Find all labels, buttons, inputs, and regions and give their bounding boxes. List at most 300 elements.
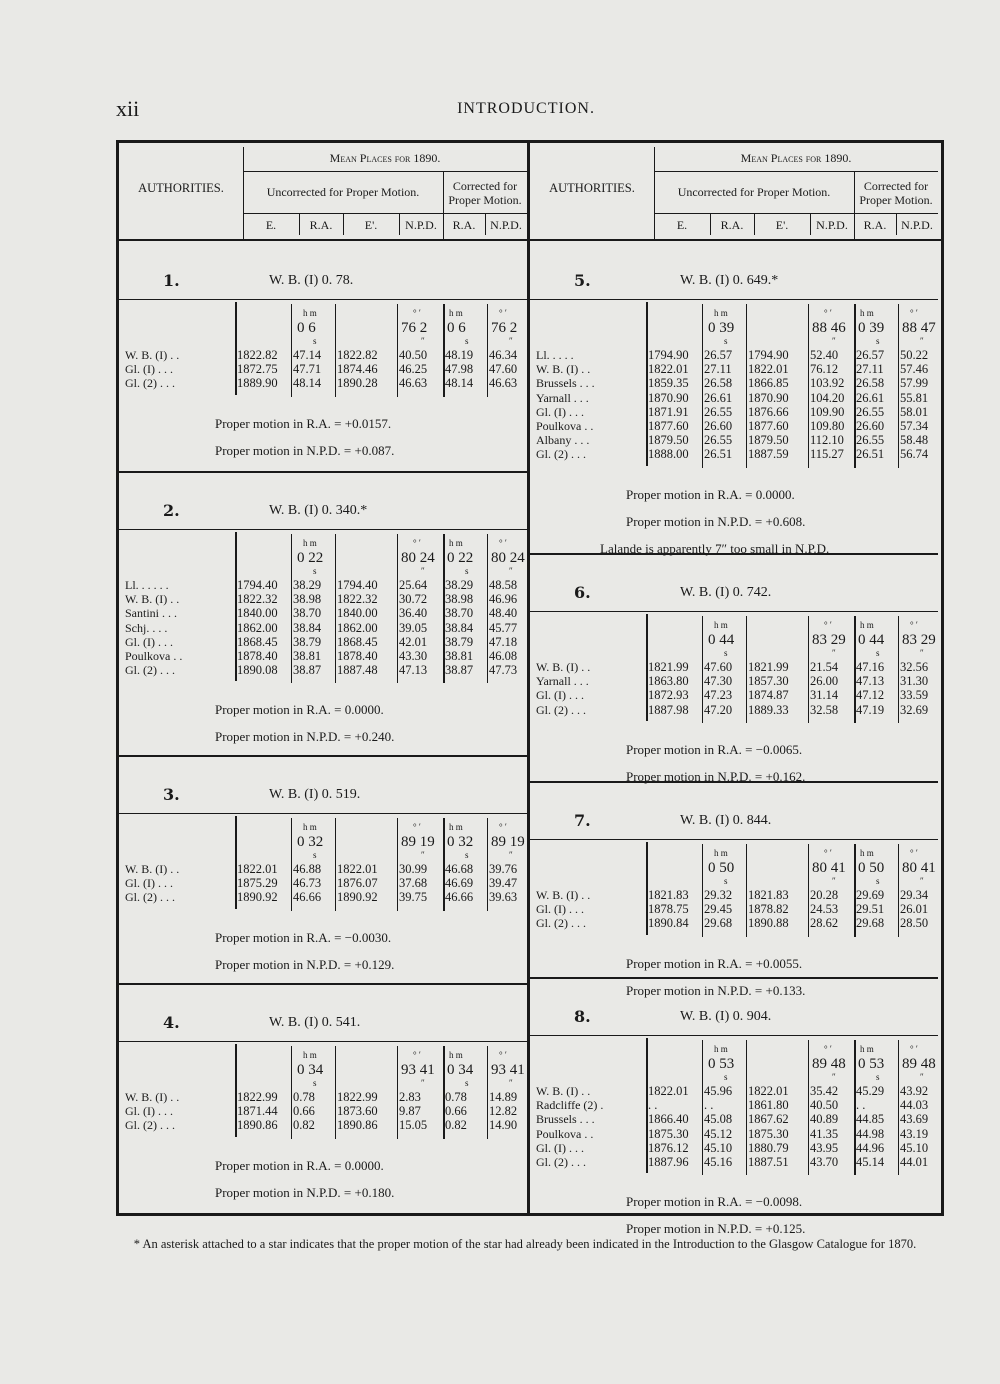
cell-cnpd: 32.56 xyxy=(900,660,929,674)
ra-base: 0 6 xyxy=(297,320,316,336)
proper-motion-npd: Proper motion in N.P.D. = +0.087. xyxy=(215,442,395,458)
table-divider xyxy=(898,1040,899,1175)
star-number: 1. xyxy=(163,271,180,290)
star-block-7 xyxy=(530,783,938,998)
cell-e2: 1876.07 xyxy=(337,876,378,891)
corrected-ra-base: 0 39 xyxy=(858,320,885,336)
authority-name: Brussels . . . xyxy=(536,376,595,391)
observation-table xyxy=(119,1041,527,1141)
cell-npd: 104.20 xyxy=(810,390,845,405)
cell-cra: 47.13 xyxy=(856,674,885,689)
corrected-ra-base: 0 50 xyxy=(858,860,885,876)
npd-base: 80 41 xyxy=(812,860,846,876)
cell-cra: 38.70 xyxy=(445,606,474,621)
page-number: xii xyxy=(116,96,140,121)
cell-e2: 1822.01 xyxy=(748,1084,789,1098)
cell-e2: 1862.00 xyxy=(337,620,378,635)
cell-ra: 26.55 xyxy=(704,404,733,419)
cell-e: 1822.82 xyxy=(237,348,278,362)
sub-header-5: N.P.D. xyxy=(901,218,933,232)
authority-name: Gl. (I) . . . xyxy=(125,1104,173,1119)
cell-cra: 47.12 xyxy=(856,688,885,703)
cell-cnpd: 47.73 xyxy=(489,663,518,678)
npd-base: 89 48 xyxy=(812,1056,846,1072)
cell-e2: 1857.30 xyxy=(748,674,789,689)
cra-unit-hm: h m xyxy=(449,538,463,548)
cell-e: 1876.12 xyxy=(648,1140,689,1155)
cell-cra: 44.98 xyxy=(856,1126,885,1141)
cell-npd: 43.30 xyxy=(399,649,428,663)
corrected-npd-base: 88 47 xyxy=(902,320,936,336)
cell-ra: 45.08 xyxy=(704,1112,733,1127)
authority-name: Schj. . . . xyxy=(125,620,168,635)
table-divider xyxy=(397,818,398,911)
cell-ra: 47.71 xyxy=(293,362,322,377)
cell-cnpd: 55.81 xyxy=(900,390,929,405)
cell-ra: 26.57 xyxy=(704,348,733,362)
sub-header-2: E'. xyxy=(364,218,378,232)
cell-cra: 44.96 xyxy=(856,1140,885,1155)
proper-motion-ra: Proper motion in R.A. = 0.0000. xyxy=(626,486,795,502)
footnote: * An asterisk attached to a star indicates that the proper motion of the star had already been indicated in the Introduction to the Glasgow Catalogue for 1870. xyxy=(133,1237,917,1251)
cell-ra: 38.98 xyxy=(293,592,322,607)
cell-e: 1890.92 xyxy=(237,890,278,905)
corrected-ra-base: 0 53 xyxy=(858,1056,885,1072)
cell-cnpd: 28.50 xyxy=(900,916,929,931)
column-header-left xyxy=(119,143,527,239)
cell-ra: 47.30 xyxy=(704,674,733,689)
cra-unit-hm: h m xyxy=(860,1044,874,1054)
sub-header-0: E. xyxy=(265,218,277,232)
proper-motion-npd: Proper motion in N.P.D. = +0.125. xyxy=(626,1221,806,1237)
cell-cra: 26.58 xyxy=(856,376,885,391)
cell-cra: 38.29 xyxy=(445,578,474,592)
sub-header-1: R.A. xyxy=(720,218,744,232)
authority-name: Gl. (I) . . . xyxy=(125,634,173,649)
cell-cnpd: 12.82 xyxy=(489,1104,518,1119)
cell-cnpd: 44.03 xyxy=(900,1098,929,1113)
cell-cra: 45.29 xyxy=(856,1084,885,1098)
cell-ra: 47.23 xyxy=(704,688,733,703)
authority-name: Gl. (I) . . . xyxy=(125,362,173,377)
star-designation: W. B. (I) 0. 649.* xyxy=(680,273,779,288)
cell-cnpd: 48.58 xyxy=(489,578,518,592)
table-divider xyxy=(291,304,292,397)
cell-npd: 24.53 xyxy=(810,902,839,917)
cell-ra: 38.29 xyxy=(293,578,322,592)
cell-cra: . . xyxy=(856,1098,866,1113)
cell-e: 1871.91 xyxy=(648,404,689,419)
cell-cra: 0.78 xyxy=(445,1090,467,1104)
corrected-ra-base: 0 34 xyxy=(447,1062,474,1078)
cell-e: 1863.80 xyxy=(648,674,689,689)
cell-e2: 1794.90 xyxy=(748,348,789,362)
cell-cnpd: 32.69 xyxy=(900,702,929,717)
table-divider xyxy=(487,1046,488,1139)
authority-name: Gl. (I) . . . xyxy=(125,876,173,891)
cnpd-unit-sec: ″ xyxy=(920,876,924,886)
cell-e: 1868.45 xyxy=(237,634,278,649)
star-block-3 xyxy=(119,757,527,983)
npd-unit-deg: ° ′ xyxy=(413,1050,421,1060)
sub-header-3: N.P.D. xyxy=(816,218,848,232)
star-designation: W. B. (I) 0. 519. xyxy=(269,787,361,802)
cell-cra: 47.19 xyxy=(856,702,885,717)
table-divider xyxy=(291,1046,292,1139)
authority-name: Gl. (2) . . . xyxy=(536,447,586,462)
cnpd-unit-sec: ″ xyxy=(920,648,924,658)
authority-name: W. B. (I) . . xyxy=(536,1084,591,1098)
cell-npd: 42.01 xyxy=(399,634,428,649)
cell-e: 1822.01 xyxy=(648,1084,689,1098)
corrected-ra-base: 0 22 xyxy=(447,550,474,566)
npd-base: 88 46 xyxy=(812,320,846,336)
cnpd-unit-deg: ° ′ xyxy=(499,308,507,318)
cell-cra: 46.66 xyxy=(445,890,474,905)
cell-cra: 46.69 xyxy=(445,876,474,891)
cell-e2: 1822.99 xyxy=(337,1090,378,1104)
authority-name: Gl. (2) . . . xyxy=(536,916,586,931)
cell-e: 1879.50 xyxy=(648,433,689,448)
cell-cnpd: 39.63 xyxy=(489,890,518,905)
cell-e2: 1822.01 xyxy=(748,362,789,377)
ra-unit-hm: h m xyxy=(714,308,728,318)
cell-cra: 47.16 xyxy=(856,660,885,674)
corrected-npd-base: 80 24 xyxy=(491,550,525,566)
authority-name: W. B. (I) . . xyxy=(125,348,180,362)
proper-motion-ra: Proper motion in R.A. = +0.0055. xyxy=(626,955,803,971)
table-divider xyxy=(746,844,747,937)
cell-cnpd: 14.89 xyxy=(489,1090,518,1104)
cra-unit-hm: h m xyxy=(449,1050,463,1060)
table-divider xyxy=(746,1040,747,1175)
cra-unit-hm: h m xyxy=(449,822,463,832)
cell-e2: 1873.60 xyxy=(337,1104,378,1119)
proper-motion-npd: Proper motion in N.P.D. = +0.133. xyxy=(626,982,806,998)
cell-e: 1822.99 xyxy=(237,1090,278,1104)
npd-unit-sec: ″ xyxy=(832,648,836,658)
cell-cnpd: 47.18 xyxy=(489,634,518,649)
npd-base: 89 19 xyxy=(401,834,435,850)
cra-unit-hm: h m xyxy=(860,308,874,318)
proper-motion-ra: Proper motion in R.A. = 0.0000. xyxy=(215,702,384,718)
cell-ra: 26.58 xyxy=(704,376,733,391)
cell-npd: 41.35 xyxy=(810,1126,839,1141)
cell-cnpd: 31.30 xyxy=(900,674,929,689)
table-divider xyxy=(397,534,398,683)
header-rule xyxy=(243,171,527,172)
corrected-npd-base: 83 29 xyxy=(902,632,936,648)
star-designation: W. B. (I) 0. 541. xyxy=(269,1015,361,1030)
authority-name: Radcliffe (2) . xyxy=(536,1098,604,1113)
cell-cnpd: 48.40 xyxy=(489,606,518,621)
ra-unit-hm: h m xyxy=(303,822,317,832)
table-divider xyxy=(808,616,809,723)
corrected-npd-base: 89 19 xyxy=(491,834,525,850)
npd-unit-deg: ° ′ xyxy=(824,308,832,318)
cell-ra: 0.66 xyxy=(293,1104,315,1119)
cell-ra: 26.60 xyxy=(704,419,733,433)
star-designation: W. B. (I) 0. 742. xyxy=(680,585,772,600)
authority-name: Gl. (2) . . . xyxy=(125,890,175,905)
observation-table xyxy=(530,1035,938,1177)
corrected-npd-base: 80 41 xyxy=(902,860,936,876)
proper-motion-npd: Proper motion in N.P.D. = +0.608. xyxy=(626,513,806,529)
cell-cnpd: 46.63 xyxy=(489,376,518,391)
cell-e: 1875.30 xyxy=(648,1126,689,1141)
npd-base: 83 29 xyxy=(812,632,846,648)
page-header xyxy=(116,96,936,126)
cell-e: 1887.96 xyxy=(648,1155,689,1169)
star-number: 8. xyxy=(574,1007,591,1026)
npd-base: 80 24 xyxy=(401,550,435,566)
cell-cnpd: 46.08 xyxy=(489,649,518,663)
sub-header-1: R.A. xyxy=(309,218,333,232)
cell-e2: 1875.30 xyxy=(748,1126,789,1141)
cra-unit-s: s xyxy=(465,566,469,576)
npd-unit-sec: ″ xyxy=(421,1078,425,1088)
cell-npd: 43.70 xyxy=(810,1155,839,1169)
cell-npd: 103.92 xyxy=(810,376,845,391)
cell-ra: . . xyxy=(704,1098,714,1113)
cell-ra: 46.88 xyxy=(293,862,322,876)
cell-e2: 1822.01 xyxy=(337,862,378,876)
cell-e2: 1821.83 xyxy=(748,888,789,902)
column-header-right xyxy=(530,143,938,239)
cell-e2: 1890.88 xyxy=(748,916,789,931)
cell-cra: 38.87 xyxy=(445,663,474,678)
ra-unit-s: s xyxy=(724,876,728,886)
cell-cnpd: 39.76 xyxy=(489,862,518,876)
cell-npd: 26.00 xyxy=(810,674,839,689)
cell-cra: 45.14 xyxy=(856,1155,885,1169)
cell-npd: 15.05 xyxy=(399,1118,428,1133)
cell-npd: 20.28 xyxy=(810,888,839,902)
authority-name: Gl. (2) . . . xyxy=(536,1155,586,1169)
cell-cnpd: 58.48 xyxy=(900,433,929,448)
cell-ra: 29.45 xyxy=(704,902,733,917)
proper-motion-ra: Proper motion in R.A. = −0.0098. xyxy=(626,1194,803,1210)
cell-e: 1889.90 xyxy=(237,376,278,391)
cell-cra: 48.14 xyxy=(445,376,474,391)
table-divider xyxy=(898,304,899,468)
cell-ra: 27.11 xyxy=(704,362,732,377)
authority-name: Gl. (2) . . . xyxy=(125,1118,175,1133)
cell-cra: 26.60 xyxy=(856,419,885,433)
cell-e2: 1822.82 xyxy=(337,348,378,362)
authority-name: Gl. (I) . . . xyxy=(536,902,584,917)
table-divider xyxy=(487,818,488,911)
ra-base: 0 34 xyxy=(297,1062,324,1078)
authority-name: W. B. (I) . . xyxy=(536,888,591,902)
cra-unit-s: s xyxy=(465,336,469,346)
cell-ra: 47.14 xyxy=(293,348,322,362)
cell-cnpd: 14.90 xyxy=(489,1118,518,1133)
star-number: 3. xyxy=(163,785,180,804)
authority-name: Gl. (2) . . . xyxy=(536,702,586,717)
corrected-ra-base: 0 44 xyxy=(858,632,885,648)
npd-unit-sec: ″ xyxy=(832,336,836,346)
cell-ra: 48.14 xyxy=(293,376,322,391)
cell-e: 1890.84 xyxy=(648,916,689,931)
cell-e: 1890.86 xyxy=(237,1118,278,1133)
ra-unit-hm: h m xyxy=(303,1050,317,1060)
cell-cnpd: 29.34 xyxy=(900,888,929,902)
cell-cnpd: 45.77 xyxy=(489,620,518,635)
cell-e2: 1887.59 xyxy=(748,447,789,462)
sub-header-5: N.P.D. xyxy=(490,218,522,232)
cell-cra: 44.85 xyxy=(856,1112,885,1127)
table-divider xyxy=(487,304,488,397)
cell-ra: 45.96 xyxy=(704,1084,733,1098)
ra-base: 0 39 xyxy=(708,320,735,336)
cell-npd: 25.64 xyxy=(399,578,428,592)
cell-e: 1872.93 xyxy=(648,688,689,703)
proper-motion-ra: Proper motion in R.A. = −0.0065. xyxy=(626,741,803,757)
cnpd-unit-sec: ″ xyxy=(509,336,513,346)
npd-unit-deg: ° ′ xyxy=(824,848,832,858)
cell-e2: 1878.40 xyxy=(337,649,378,663)
cell-e2: 1874.46 xyxy=(337,362,378,377)
cell-cra: 48.19 xyxy=(445,348,474,362)
cra-unit-hm: h m xyxy=(449,308,463,318)
cell-npd: 39.05 xyxy=(399,620,428,635)
star-block-5 xyxy=(530,243,938,556)
cra-unit-hm: h m xyxy=(860,848,874,858)
cell-e2: 1877.60 xyxy=(748,419,789,433)
authority-name: Poulkova . . xyxy=(536,419,594,433)
cell-e: 1866.40 xyxy=(648,1112,689,1127)
cell-ra: 45.16 xyxy=(704,1155,733,1169)
star-number: 5. xyxy=(574,271,591,290)
table-divider xyxy=(335,1046,336,1139)
table-divider xyxy=(746,616,747,723)
cell-cra: 26.51 xyxy=(856,447,885,462)
table-divider xyxy=(702,1040,703,1175)
npd-unit-deg: ° ′ xyxy=(413,538,421,548)
cell-e2: 1876.66 xyxy=(748,404,789,419)
authority-name: Santini . . . xyxy=(125,606,178,621)
cell-npd: 30.72 xyxy=(399,592,428,607)
authorities-label: AUTHORITIES. xyxy=(549,181,635,195)
star-designation: W. B. (I) 0. 340.* xyxy=(269,503,368,518)
corrected-npd-base: 93 41 xyxy=(491,1062,525,1078)
cell-cnpd: 26.01 xyxy=(900,902,929,917)
observation-table xyxy=(119,299,527,399)
proper-motion-npd: Proper motion in N.P.D. = +0.240. xyxy=(215,729,395,745)
cell-npd: 9.87 xyxy=(399,1104,421,1119)
cell-ra: 47.60 xyxy=(704,660,733,674)
cnpd-unit-sec: ″ xyxy=(920,1072,924,1082)
cell-cra: 46.68 xyxy=(445,862,474,876)
npd-unit-deg: ° ′ xyxy=(824,1044,832,1054)
cell-e2: 1889.33 xyxy=(748,702,789,717)
table-divider xyxy=(397,304,398,397)
cra-unit-s: s xyxy=(876,876,880,886)
cell-e: 1877.60 xyxy=(648,419,689,433)
table-divider xyxy=(487,534,488,683)
cell-cnpd: 39.47 xyxy=(489,876,518,891)
table-divider xyxy=(335,818,336,911)
cell-npd: 31.14 xyxy=(810,688,839,703)
observation-table xyxy=(119,529,527,685)
cell-e: 1822.01 xyxy=(648,362,689,377)
cell-npd: 28.62 xyxy=(810,916,839,931)
observation-table xyxy=(530,611,938,725)
cell-e2: 1874.87 xyxy=(748,688,789,703)
proper-motion-ra: Proper motion in R.A. = −0.0030. xyxy=(215,929,392,945)
cell-cnpd: 43.92 xyxy=(900,1084,929,1098)
ra-unit-s: s xyxy=(313,336,317,346)
cell-e2: 1879.50 xyxy=(748,433,789,448)
authority-name: Ll. . . . . xyxy=(536,348,574,362)
cell-npd: 36.40 xyxy=(399,606,428,621)
cell-npd: 2.83 xyxy=(399,1090,421,1104)
cell-ra: 26.51 xyxy=(704,447,733,462)
star-block-2 xyxy=(119,473,527,755)
cell-e2: 1870.90 xyxy=(748,390,789,405)
cell-cnpd: 57.46 xyxy=(900,362,929,377)
cell-ra: 38.79 xyxy=(293,634,322,649)
corrected-ra-base: 0 32 xyxy=(447,834,474,850)
authorities-label: AUTHORITIES. xyxy=(138,181,224,195)
cell-cra: 0.82 xyxy=(445,1118,467,1133)
proper-motion-npd: Proper motion in N.P.D. = +0.180. xyxy=(215,1184,395,1200)
sub-header-4: R.A. xyxy=(863,218,887,232)
cell-npd: 35.42 xyxy=(810,1084,839,1098)
star-block-4 xyxy=(119,985,527,1215)
cell-cra: 29.69 xyxy=(856,888,885,902)
cell-cnpd: 46.34 xyxy=(489,348,518,362)
proper-motion-ra: Proper motion in R.A. = +0.0157. xyxy=(215,415,392,431)
cell-cnpd: 44.01 xyxy=(900,1155,929,1169)
cell-ra: 29.32 xyxy=(704,888,733,902)
npd-base: 93 41 xyxy=(401,1062,435,1078)
cell-e2: 1868.45 xyxy=(337,634,378,649)
ra-unit-s: s xyxy=(313,566,317,576)
table-divider xyxy=(808,1040,809,1175)
cell-npd: 47.13 xyxy=(399,663,428,678)
cell-cra: 0.66 xyxy=(445,1104,467,1119)
sub-header-2: E'. xyxy=(775,218,789,232)
cra-unit-hm: h m xyxy=(860,620,874,630)
cell-ra: 0.82 xyxy=(293,1118,315,1133)
ra-base: 0 22 xyxy=(297,550,324,566)
authority-name: Gl. (I) . . . xyxy=(536,404,584,419)
cell-e: 1794.40 xyxy=(237,578,278,592)
sub-header-3: N.P.D. xyxy=(405,218,437,232)
star-number: 2. xyxy=(163,501,180,520)
cell-e: 1822.32 xyxy=(237,592,278,607)
cell-npd: 109.90 xyxy=(810,404,845,419)
cell-e2: 1821.99 xyxy=(748,660,789,674)
table-divider xyxy=(291,818,292,911)
star-number: 7. xyxy=(574,811,591,830)
cell-cnpd: 43.19 xyxy=(900,1126,929,1141)
authority-name: Yarnall . . . xyxy=(536,390,589,405)
cell-e2: 1866.85 xyxy=(748,376,789,391)
cnpd-unit-deg: ° ′ xyxy=(910,308,918,318)
table-divider xyxy=(898,844,899,937)
table-divider xyxy=(808,844,809,937)
cell-npd: 39.75 xyxy=(399,890,428,905)
table-divider xyxy=(335,534,336,683)
cell-cnpd: 46.96 xyxy=(489,592,518,607)
cell-ra: 0.78 xyxy=(293,1090,315,1104)
ra-unit-hm: h m xyxy=(714,1044,728,1054)
cell-e: . . xyxy=(648,1098,658,1113)
cell-npd: 40.50 xyxy=(810,1098,839,1113)
